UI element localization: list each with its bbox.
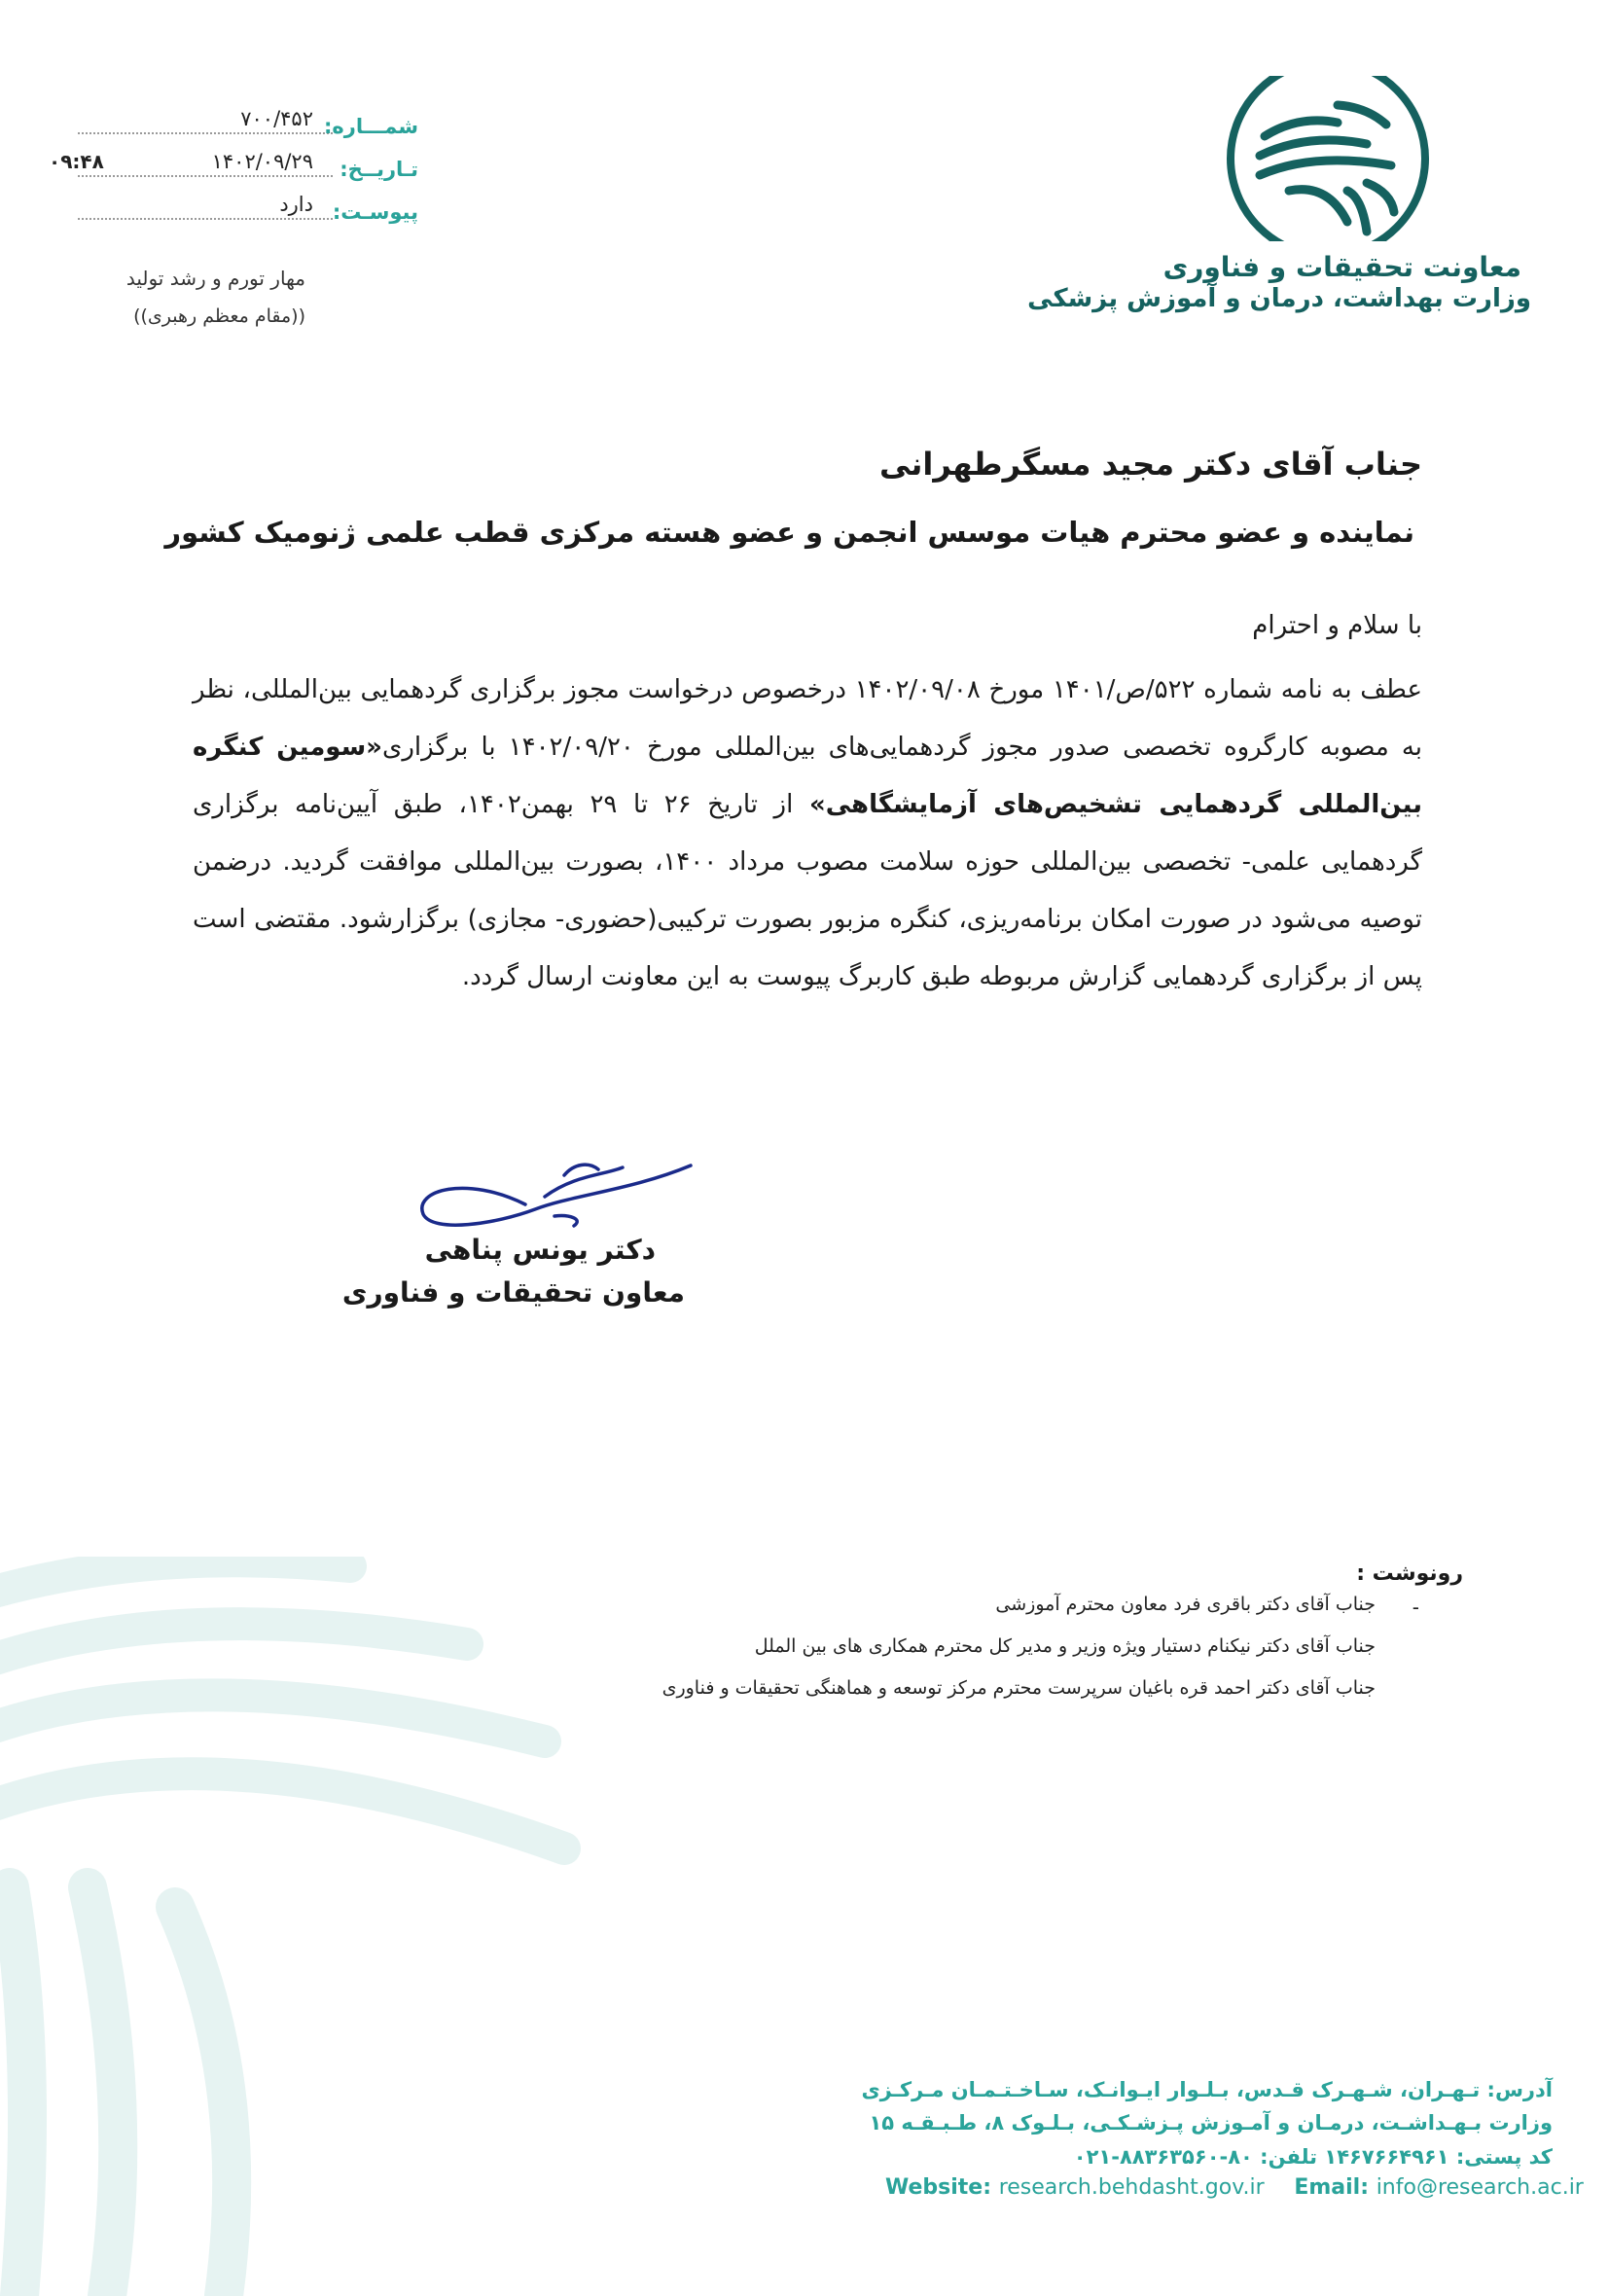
letter-attachment-value: دارد <box>279 193 313 216</box>
background-arcs-decoration <box>0 1557 603 2296</box>
signatory-title: معاون تحقیقات و فناوری <box>341 1276 685 1309</box>
recipient-title: نماینده و عضو محترم هیات موسس انجمن و عضو هسته مرکزی قطب علمی ژنومیک کشور <box>164 516 1414 549</box>
recipient-name: جناب آقای دکتر مجید مسگرطهرانی <box>879 446 1422 483</box>
cc-title: رونوشت : <box>1356 1561 1463 1586</box>
footer-postal-phone: کد پستی: ۱۴۶۷۶۶۴۹۶۱ تلفن: ۸۰-۸۸۳۶۳۵۶۰-۰۲۱ <box>1073 2145 1553 2169</box>
dotted-line <box>78 218 333 220</box>
cc-item: جناب آقای دکتر نیکنام دستیار ویژه وزیر و مدیر کل محترم همکاری های بین الملل <box>754 1635 1376 1657</box>
dotted-line <box>78 175 333 177</box>
letter-number-row <box>78 109 418 142</box>
logo-ministry-name: وزارت بهداشت، درمان و آموزش پزشکی <box>1027 284 1531 313</box>
signatory-name: دکتر یونس پناهی <box>424 1234 656 1266</box>
cc-dash: - <box>1412 1596 1419 1619</box>
letter-date-value: ۱۴۰۲/۰۹/۲۹ <box>211 150 313 173</box>
dotted-line <box>78 132 333 134</box>
email-link[interactable]: info@research.ac.ir <box>1376 2175 1584 2200</box>
letter-attachment-row <box>78 195 418 228</box>
letter-number-label: شمـــاره: <box>323 115 418 138</box>
letter-date-label: تـاریــخ: <box>340 158 418 181</box>
event-title: «سومین کنگره بین‌المللی گردهمایی تشخیص‌های آزمایشگاهی» <box>193 733 1423 819</box>
letter-number-value: ۷۰۰/۴۵۲ <box>240 107 313 130</box>
slogan-attribution: ((مقام معظم رهبری)) <box>133 305 305 327</box>
cc-item: جناب آقای دکتر باقری فرد معاون محترم آموزشی <box>995 1594 1376 1615</box>
footer-address-line2: وزارت بـهـداشـت، درمـان و آمـوزش پـزشـکـی، بـلـوک ۸، طـبـقـه ۱۵ <box>869 2111 1553 2135</box>
letter-attachment-label: پیوسـت: <box>332 200 418 224</box>
website-link[interactable]: research.behdasht.gov.ir <box>998 2175 1265 2200</box>
slogan-line: مهار تورم و رشد تولید <box>125 267 305 290</box>
email-label: Email: <box>1294 2175 1370 2200</box>
body-paragraph-part2: از تاریخ ۲۶ تا ۲۹ بهمن۱۴۰۲، طبق آیین‌نامه برگزاری گردهمایی علمی- تخصصی بین‌المللی حوزه سلامت مصوب مرداد ۱۴۰۰، بصورت بین‌المللی موافقت گردید. درضمن توصیه می‌شود در صورت امکان برنامه‌ریزی، کنگره مزبور بصورت ترکیبی(حضوری- مجازی) برگزارشود. مقتضی است پس از برگزاری گردهمایی گزارش مربوطه طبق کاربرگ پیوست به این معاونت ارسال گردد. <box>193 790 1423 991</box>
ministry-logo-icon <box>1221 76 1435 241</box>
handwritten-signature <box>409 1156 700 1243</box>
letter-time-value: ۰۹:۴۸ <box>49 150 104 173</box>
body-paragraph-part1: عطف به نامه شماره ۵۲۲/ص/۱۴۰۱ مورخ ۱۴۰۲/۰۹/۰۸ درخصوص درخواست مجوز برگزاری گردهمایی بین‌المللی، نظر به مصوبه کارگروه تخصصی صدور مجوز گردهمایی‌های بین‌المللی مورخ ۱۴۰۲/۰۹/۲۰ با برگزاری <box>193 675 1423 762</box>
footer-web-email <box>885 2175 1584 2200</box>
letter-body <box>193 662 1422 1006</box>
website-label: Website: <box>885 2175 992 2200</box>
letter-date-row <box>49 150 418 185</box>
cc-item: جناب آقای دکتر احمد قره باغیان سرپرست محترم مرکز توسعه و هماهنگی تحقیقات و فناوری <box>661 1677 1376 1699</box>
greeting: با سلام و احترام <box>1252 611 1422 640</box>
logo-deputy-name: معاونت تحقیقات و فناوری <box>1162 251 1521 283</box>
footer-address-line1: آدرس: تـهـران، شـهـرک قـدس، بـلـوار ایـوانـک، سـاخـتـمـان مـرکـزی <box>861 2078 1553 2101</box>
